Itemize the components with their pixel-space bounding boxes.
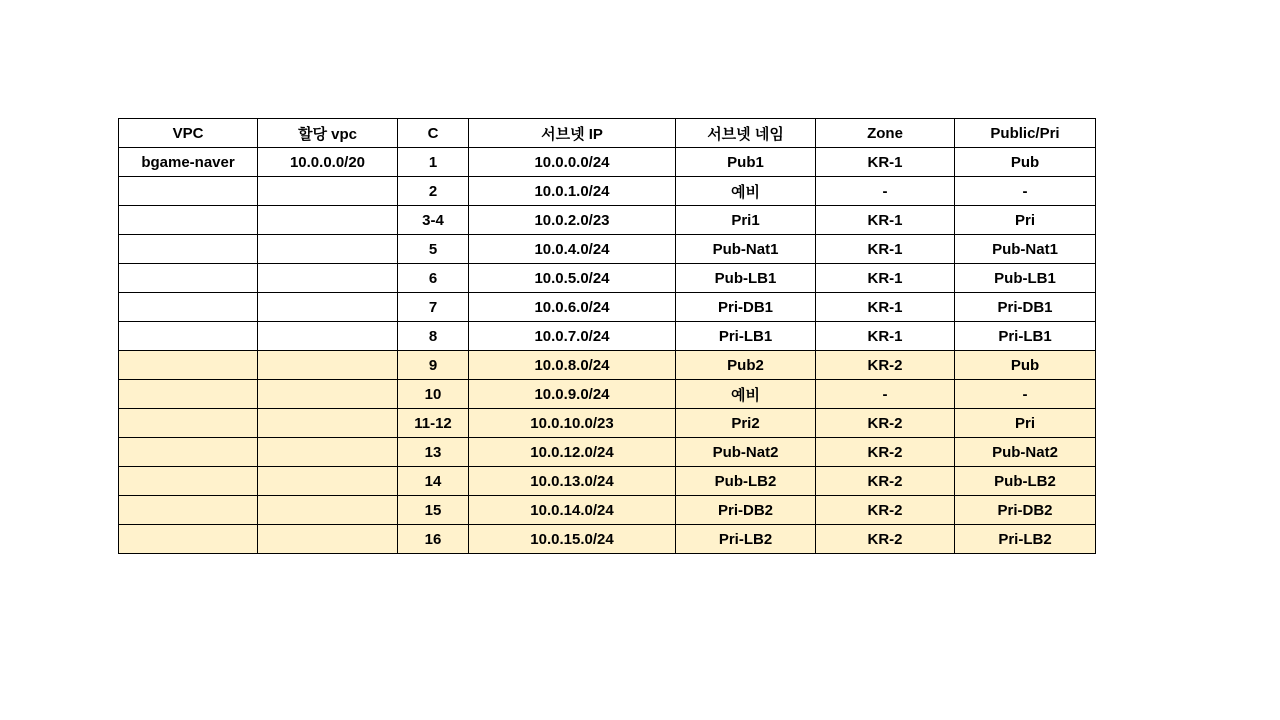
cell-subnet-name: Pri1: [676, 206, 816, 235]
table-header: [119, 119, 1096, 148]
cell-zone: KR-2: [816, 409, 955, 438]
cell-subnet-ip: 10.0.15.0/24: [469, 525, 676, 554]
cell-vpc: [119, 380, 258, 409]
cell-public-pri: Pub-LB1: [955, 264, 1096, 293]
cell-vpc: [119, 293, 258, 322]
cell-public-pri: Pri-LB1: [955, 322, 1096, 351]
cell-subnet-name: Pri-DB2: [676, 496, 816, 525]
header-public-pri: Public/Pri: [955, 119, 1096, 148]
cell-subnet-ip: 10.0.2.0/23: [469, 206, 676, 235]
cell-c: 16: [398, 525, 469, 554]
cell-c: 8: [398, 322, 469, 351]
cell-c: 5: [398, 235, 469, 264]
table-row: [119, 467, 1096, 496]
cell-subnet-ip: 10.0.1.0/24: [469, 177, 676, 206]
cell-subnet-name: Pub-Nat1: [676, 235, 816, 264]
cell-public-pri: Pub-LB2: [955, 467, 1096, 496]
cell-c: 3-4: [398, 206, 469, 235]
header-c: C: [398, 119, 469, 148]
cell-c: 15: [398, 496, 469, 525]
cell-zone: KR-2: [816, 467, 955, 496]
cell-assigned-vpc: [258, 351, 398, 380]
cell-assigned-vpc: [258, 235, 398, 264]
cell-c: 13: [398, 438, 469, 467]
cell-subnet-name: Pri2: [676, 409, 816, 438]
cell-subnet-ip: 10.0.12.0/24: [469, 438, 676, 467]
cell-subnet-name: Pub1: [676, 148, 816, 177]
cell-zone: KR-2: [816, 438, 955, 467]
cell-zone: -: [816, 177, 955, 206]
cell-assigned-vpc: [258, 293, 398, 322]
cell-vpc: [119, 467, 258, 496]
cell-subnet-ip: 10.0.14.0/24: [469, 496, 676, 525]
cell-public-pri: Pri: [955, 206, 1096, 235]
cell-assigned-vpc: [258, 525, 398, 554]
cell-c: 7: [398, 293, 469, 322]
cell-subnet-ip: 10.0.13.0/24: [469, 467, 676, 496]
cell-vpc: [119, 235, 258, 264]
cell-assigned-vpc: [258, 206, 398, 235]
cell-assigned-vpc: [258, 438, 398, 467]
cell-zone: KR-1: [816, 264, 955, 293]
cell-subnet-ip: 10.0.7.0/24: [469, 322, 676, 351]
cell-zone: KR-2: [816, 351, 955, 380]
cell-zone: KR-1: [816, 322, 955, 351]
cell-vpc: bgame-naver: [119, 148, 258, 177]
header-zone: Zone: [816, 119, 955, 148]
cell-zone: KR-1: [816, 148, 955, 177]
cell-zone: KR-2: [816, 496, 955, 525]
cell-subnet-name: Pri-DB1: [676, 293, 816, 322]
cell-vpc: [119, 496, 258, 525]
cell-public-pri: Pub: [955, 351, 1096, 380]
cell-vpc: [119, 177, 258, 206]
cell-subnet-ip: 10.0.0.0/24: [469, 148, 676, 177]
table-body: [119, 148, 1096, 554]
table-row: [119, 380, 1096, 409]
cell-subnet-ip: 10.0.6.0/24: [469, 293, 676, 322]
table-row: [119, 409, 1096, 438]
cell-subnet-ip: 10.0.10.0/23: [469, 409, 676, 438]
cell-vpc: [119, 409, 258, 438]
cell-public-pri: Pub-Nat2: [955, 438, 1096, 467]
table-row: [119, 206, 1096, 235]
cell-vpc: [119, 206, 258, 235]
cell-zone: KR-1: [816, 293, 955, 322]
cell-c: 11-12: [398, 409, 469, 438]
cell-zone: KR-1: [816, 235, 955, 264]
cell-subnet-name: Pub-LB1: [676, 264, 816, 293]
cell-assigned-vpc: [258, 409, 398, 438]
cell-public-pri: Pri-DB2: [955, 496, 1096, 525]
cell-c: 10: [398, 380, 469, 409]
cell-c: 14: [398, 467, 469, 496]
cell-subnet-name: Pub-Nat2: [676, 438, 816, 467]
table-row: [119, 264, 1096, 293]
cell-public-pri: Pri: [955, 409, 1096, 438]
cell-subnet-name: Pub2: [676, 351, 816, 380]
cell-public-pri: -: [955, 177, 1096, 206]
cell-subnet-name: Pri-LB2: [676, 525, 816, 554]
cell-vpc: [119, 525, 258, 554]
cell-public-pri: Pri-LB2: [955, 525, 1096, 554]
cell-assigned-vpc: [258, 380, 398, 409]
cell-zone: KR-1: [816, 206, 955, 235]
cell-subnet-name: 예비: [676, 380, 816, 409]
cell-assigned-vpc: [258, 264, 398, 293]
cell-public-pri: Pub: [955, 148, 1096, 177]
table-row: [119, 351, 1096, 380]
cell-c: 6: [398, 264, 469, 293]
table-row: [119, 148, 1096, 177]
cell-vpc: [119, 351, 258, 380]
cell-vpc: [119, 264, 258, 293]
cell-c: 2: [398, 177, 469, 206]
cell-assigned-vpc: [258, 177, 398, 206]
table-row: [119, 177, 1096, 206]
cell-subnet-ip: 10.0.9.0/24: [469, 380, 676, 409]
header-assigned-vpc: 할당 vpc: [258, 119, 398, 148]
cell-c: 1: [398, 148, 469, 177]
cell-subnet-ip: 10.0.5.0/24: [469, 264, 676, 293]
cell-vpc: [119, 322, 258, 351]
cell-subnet-ip: 10.0.4.0/24: [469, 235, 676, 264]
cell-c: 9: [398, 351, 469, 380]
cell-public-pri: -: [955, 380, 1096, 409]
table-row: [119, 235, 1096, 264]
header-vpc: VPC: [119, 119, 258, 148]
cell-subnet-name: Pri-LB1: [676, 322, 816, 351]
header-row: [119, 119, 1096, 148]
cell-subnet-name: Pub-LB2: [676, 467, 816, 496]
cell-assigned-vpc: [258, 322, 398, 351]
table-row: [119, 438, 1096, 467]
cell-zone: KR-2: [816, 525, 955, 554]
cell-zone: -: [816, 380, 955, 409]
table-row: [119, 525, 1096, 554]
cell-public-pri: Pri-DB1: [955, 293, 1096, 322]
cell-assigned-vpc: 10.0.0.0/20: [258, 148, 398, 177]
header-subnet-name: 서브넷 네임: [676, 119, 816, 148]
cell-subnet-ip: 10.0.8.0/24: [469, 351, 676, 380]
cell-subnet-name: 예비: [676, 177, 816, 206]
cell-public-pri: Pub-Nat1: [955, 235, 1096, 264]
table-row: [119, 293, 1096, 322]
table-row: [119, 496, 1096, 525]
cell-assigned-vpc: [258, 467, 398, 496]
table-row: [119, 322, 1096, 351]
cell-assigned-vpc: [258, 496, 398, 525]
header-subnet-ip: 서브넷 IP: [469, 119, 676, 148]
subnet-table: [118, 118, 1096, 554]
cell-vpc: [119, 438, 258, 467]
